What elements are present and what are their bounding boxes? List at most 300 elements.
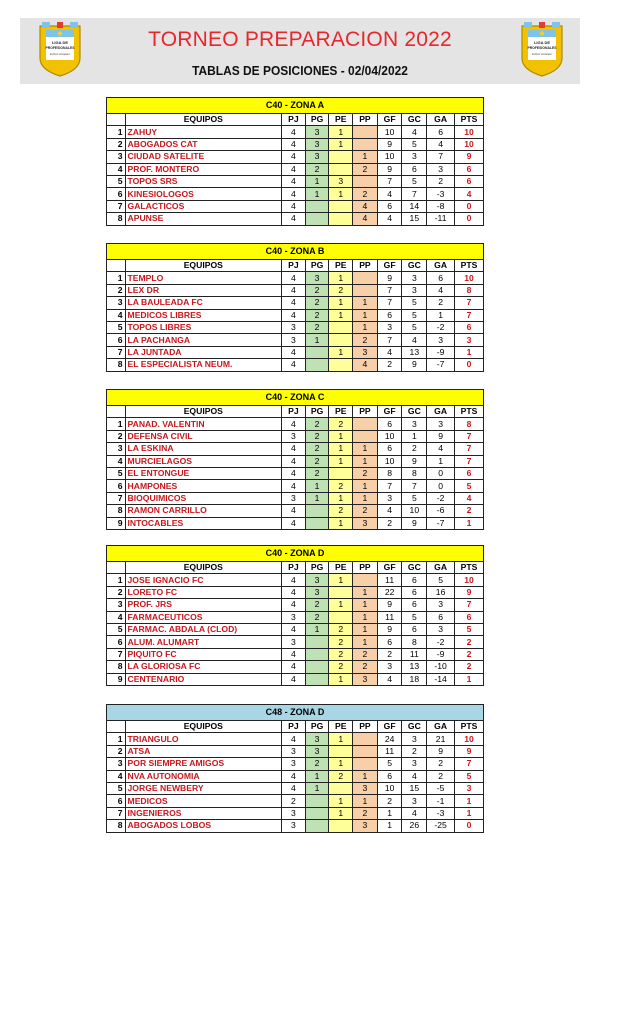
column-header-pp: PP	[353, 406, 378, 418]
points-cell: 8	[454, 418, 483, 430]
pe-cell: 1	[329, 138, 353, 150]
pg-cell: 2	[305, 309, 329, 321]
pe-cell: 1	[329, 126, 353, 138]
column-header-gc: GC	[402, 114, 427, 126]
pp-cell: 1	[353, 795, 378, 807]
pg-cell: 3	[305, 745, 329, 757]
stat-cell: 9	[377, 623, 402, 635]
column-header-row	[107, 562, 484, 574]
pg-cell	[305, 346, 329, 358]
stat-cell: 2	[427, 770, 455, 782]
stat-cell: 2	[282, 795, 306, 807]
table-row	[107, 213, 484, 225]
position-cell: 4	[107, 770, 126, 782]
pg-cell: 1	[305, 782, 329, 794]
pp-cell	[353, 138, 378, 150]
column-header-pg: PG	[305, 114, 329, 126]
stat-cell: 1	[427, 309, 455, 321]
stat-cell: 5	[377, 758, 402, 770]
points-cell: 2	[454, 636, 483, 648]
stat-cell: 9	[377, 599, 402, 611]
pe-cell	[329, 163, 353, 175]
column-header-gf: GF	[377, 721, 402, 733]
team-name: MEDICOS LIBRES	[125, 309, 282, 321]
team-name: PIQUITO FC	[125, 648, 282, 660]
stat-cell: 4	[282, 467, 306, 479]
table-row	[107, 733, 484, 745]
pe-cell: 1	[329, 758, 353, 770]
page-title: TORNEO PREPARACION 2022	[148, 28, 452, 51]
pp-cell	[353, 126, 378, 138]
stat-cell: 4	[402, 770, 427, 782]
pg-cell	[305, 517, 329, 529]
pe-cell: 1	[329, 455, 353, 467]
points-cell: 1	[454, 517, 483, 529]
pg-cell: 2	[305, 284, 329, 296]
stat-cell: -9	[427, 648, 455, 660]
position-cell: 4	[107, 455, 126, 467]
stat-cell: -3	[427, 807, 455, 819]
team-name: TOPOS LIBRES	[125, 321, 282, 333]
points-cell: 0	[454, 820, 483, 832]
pp-cell: 2	[353, 661, 378, 673]
stat-cell: 5	[402, 611, 427, 623]
column-header-gf: GF	[377, 114, 402, 126]
stat-cell: 5	[402, 175, 427, 187]
pp-cell: 1	[353, 151, 378, 163]
stat-cell: 4	[282, 272, 306, 284]
standings-table	[106, 389, 484, 530]
column-header-pts: PTS	[454, 562, 483, 574]
points-cell: 1	[454, 346, 483, 358]
pe-cell: 1	[329, 492, 353, 504]
table-row	[107, 745, 484, 757]
zone-title: C40 - ZONA C	[107, 390, 484, 406]
stat-cell: 4	[282, 648, 306, 660]
column-header-pp: PP	[353, 721, 378, 733]
team-name: CENTENARIO	[125, 673, 282, 685]
pp-cell: 1	[353, 770, 378, 782]
pe-cell: 2	[329, 418, 353, 430]
pg-cell	[305, 505, 329, 517]
points-cell: 2	[454, 648, 483, 660]
stat-cell: 4	[377, 213, 402, 225]
pe-cell: 1	[329, 430, 353, 442]
team-name: APUNSE	[125, 213, 282, 225]
pg-cell: 3	[305, 151, 329, 163]
stat-cell: 3	[377, 321, 402, 333]
column-header-row	[107, 721, 484, 733]
points-cell: 1	[454, 807, 483, 819]
stat-cell: 7	[402, 480, 427, 492]
team-name: TEMPLO	[125, 272, 282, 284]
team-name: RAMON CARRILLO	[125, 505, 282, 517]
points-cell: 7	[454, 443, 483, 455]
column-header-pp: PP	[353, 260, 378, 272]
pp-cell	[353, 418, 378, 430]
team-name: LA GLORIOSA FC	[125, 661, 282, 673]
points-cell: 7	[454, 309, 483, 321]
table-row	[107, 151, 484, 163]
stat-cell: 3	[402, 284, 427, 296]
team-name: LA PACHANGA	[125, 334, 282, 346]
pp-cell: 4	[353, 359, 378, 371]
stat-cell: 10	[377, 782, 402, 794]
position-cell: 7	[107, 200, 126, 212]
pg-cell: 2	[305, 758, 329, 770]
table-row	[107, 467, 484, 479]
column-header-pj: PJ	[282, 562, 306, 574]
team-name: MEDICOS	[125, 795, 282, 807]
column-header-pts: PTS	[454, 721, 483, 733]
standings-table	[106, 704, 484, 833]
position-cell: 8	[107, 661, 126, 673]
stat-cell: 8	[377, 467, 402, 479]
stat-cell: 4	[282, 297, 306, 309]
position-cell: 8	[107, 505, 126, 517]
pg-cell	[305, 359, 329, 371]
table-row	[107, 443, 484, 455]
stat-cell: 4	[282, 126, 306, 138]
team-name: ABOGADOS LOBOS	[125, 820, 282, 832]
stat-cell: 7	[377, 284, 402, 296]
team-name: LEX DR	[125, 284, 282, 296]
column-header-pj: PJ	[282, 406, 306, 418]
pp-cell: 1	[353, 309, 378, 321]
column-header-pe: PE	[329, 562, 353, 574]
stat-cell: 5	[402, 309, 427, 321]
pg-cell: 1	[305, 492, 329, 504]
stat-cell: 3	[377, 661, 402, 673]
pe-cell: 1	[329, 309, 353, 321]
pp-cell: 2	[353, 163, 378, 175]
table-row	[107, 480, 484, 492]
stat-cell: 6	[402, 574, 427, 586]
position-cell: 7	[107, 648, 126, 660]
stat-cell: 14	[402, 200, 427, 212]
stat-cell: -10	[427, 661, 455, 673]
pg-cell: 2	[305, 430, 329, 442]
pe-cell: 1	[329, 297, 353, 309]
team-name: PROF. JRS	[125, 599, 282, 611]
stat-cell: 3	[282, 334, 306, 346]
points-cell: 10	[454, 733, 483, 745]
points-cell: 6	[454, 321, 483, 333]
team-name: GALACTICOS	[125, 200, 282, 212]
pg-cell: 1	[305, 334, 329, 346]
table-row	[107, 770, 484, 782]
stat-cell: 2	[377, 648, 402, 660]
team-name: ATSA	[125, 745, 282, 757]
pos-header	[107, 260, 126, 272]
stat-cell: 24	[377, 733, 402, 745]
position-cell: 6	[107, 188, 126, 200]
pe-cell: 1	[329, 574, 353, 586]
pe-cell: 2	[329, 284, 353, 296]
pe-cell	[329, 151, 353, 163]
team-name: LA BAULEADA FC	[125, 297, 282, 309]
stat-cell: -6	[427, 505, 455, 517]
stat-cell: 4	[282, 175, 306, 187]
stat-cell: 3	[282, 745, 306, 757]
team-name: TOPOS SRS	[125, 175, 282, 187]
pp-cell	[353, 574, 378, 586]
position-cell: 7	[107, 492, 126, 504]
stat-cell: 3	[282, 492, 306, 504]
pg-cell: 3	[305, 138, 329, 150]
pe-cell: 1	[329, 733, 353, 745]
column-header-pe: PE	[329, 406, 353, 418]
column-header-ga: GA	[427, 260, 455, 272]
stat-cell: 21	[427, 733, 455, 745]
pp-cell: 1	[353, 480, 378, 492]
table-row	[107, 175, 484, 187]
pg-cell	[305, 820, 329, 832]
zone-title: C40 - ZONA A	[107, 98, 484, 114]
table-row	[107, 297, 484, 309]
points-cell: 6	[454, 467, 483, 479]
stat-cell: 5	[427, 574, 455, 586]
table-row	[107, 505, 484, 517]
points-cell: 3	[454, 782, 483, 794]
table-row	[107, 334, 484, 346]
stat-cell: 0	[427, 467, 455, 479]
stat-cell: 3	[427, 623, 455, 635]
pe-cell: 2	[329, 636, 353, 648]
points-cell: 0	[454, 200, 483, 212]
pp-cell: 4	[353, 200, 378, 212]
stat-cell: 6	[377, 309, 402, 321]
logo-line-3: Futbol Amateur	[531, 52, 553, 56]
stat-cell: 3	[282, 807, 306, 819]
pp-cell: 3	[353, 673, 378, 685]
column-header-pj: PJ	[282, 721, 306, 733]
pg-cell: 1	[305, 623, 329, 635]
stat-cell: 4	[282, 346, 306, 358]
column-header-row	[107, 114, 484, 126]
pp-cell: 3	[353, 517, 378, 529]
stat-cell: 6	[377, 418, 402, 430]
team-name: FARMAC. ABDALA (CLOD)	[125, 623, 282, 635]
stat-cell: 3	[282, 430, 306, 442]
points-cell: 0	[454, 213, 483, 225]
points-cell: 1	[454, 673, 483, 685]
column-header-pe: PE	[329, 114, 353, 126]
position-cell: 3	[107, 151, 126, 163]
stat-cell: 9	[427, 745, 455, 757]
column-header-pe: PE	[329, 721, 353, 733]
position-cell: 5	[107, 623, 126, 635]
position-cell: 6	[107, 636, 126, 648]
table-row	[107, 309, 484, 321]
stat-cell: 9	[402, 359, 427, 371]
zone-title: C40 - ZONA B	[107, 244, 484, 260]
points-cell: 2	[454, 661, 483, 673]
team-name: EL ENTONGUE	[125, 467, 282, 479]
points-cell: 5	[454, 623, 483, 635]
position-cell: 5	[107, 467, 126, 479]
pp-cell: 2	[353, 807, 378, 819]
table-row	[107, 284, 484, 296]
pos-header	[107, 114, 126, 126]
stat-cell: 3	[282, 758, 306, 770]
stat-cell: 4	[377, 505, 402, 517]
pe-cell: 1	[329, 272, 353, 284]
stat-cell: -2	[427, 636, 455, 648]
stat-cell: 10	[377, 430, 402, 442]
stat-cell: 0	[427, 480, 455, 492]
table-row	[107, 517, 484, 529]
stat-cell: 15	[402, 213, 427, 225]
column-header-pj: PJ	[282, 114, 306, 126]
logo-line-2: PROFESIONALES	[45, 46, 75, 50]
stat-cell: 4	[282, 455, 306, 467]
position-cell: 5	[107, 175, 126, 187]
pe-cell	[329, 611, 353, 623]
stat-cell: 7	[377, 480, 402, 492]
stat-cell: 3	[427, 163, 455, 175]
stat-cell: 15	[402, 782, 427, 794]
team-name: TRIANGULO	[125, 733, 282, 745]
stat-cell: 8	[402, 467, 427, 479]
pe-cell	[329, 321, 353, 333]
pg-cell: 2	[305, 163, 329, 175]
table-row	[107, 126, 484, 138]
pos-header	[107, 562, 126, 574]
stat-cell: 8	[402, 636, 427, 648]
column-header-gf: GF	[377, 562, 402, 574]
stat-cell: 3	[402, 272, 427, 284]
position-cell: 8	[107, 820, 126, 832]
stat-cell: 6	[402, 599, 427, 611]
stat-cell: 6	[377, 200, 402, 212]
pe-cell: 1	[329, 517, 353, 529]
column-header-gf: GF	[377, 406, 402, 418]
pg-cell: 3	[305, 126, 329, 138]
page-subtitle: TABLAS DE POSICIONES - 02/04/2022	[192, 63, 408, 78]
team-name: FARMACEUTICOS	[125, 611, 282, 623]
stat-cell: -11	[427, 213, 455, 225]
column-header-equipos: EQUIPOS	[125, 721, 282, 733]
stat-cell: 2	[377, 359, 402, 371]
stat-cell: 9	[402, 517, 427, 529]
pg-cell: 3	[305, 586, 329, 598]
pg-cell	[305, 648, 329, 660]
stat-cell: 3	[282, 321, 306, 333]
column-header-pts: PTS	[454, 114, 483, 126]
position-cell: 2	[107, 586, 126, 598]
pe-cell: 1	[329, 346, 353, 358]
stat-cell: 3	[377, 492, 402, 504]
pp-cell	[353, 733, 378, 745]
stat-cell: 4	[427, 443, 455, 455]
pg-cell	[305, 673, 329, 685]
pg-cell: 2	[305, 599, 329, 611]
stat-cell: 13	[402, 346, 427, 358]
table-row	[107, 661, 484, 673]
stat-cell: 6	[402, 586, 427, 598]
pos-header	[107, 721, 126, 733]
team-name: LA JUNTADA	[125, 346, 282, 358]
stat-cell: 3	[427, 599, 455, 611]
stat-cell: 2	[427, 297, 455, 309]
pp-cell: 1	[353, 443, 378, 455]
team-name: HAMPONES	[125, 480, 282, 492]
table-row	[107, 418, 484, 430]
points-cell: 6	[454, 611, 483, 623]
pp-cell: 1	[353, 492, 378, 504]
column-header-pg: PG	[305, 260, 329, 272]
team-name: JOSE IGNACIO FC	[125, 574, 282, 586]
stat-cell: 6	[427, 272, 455, 284]
pg-cell: 2	[305, 297, 329, 309]
stat-cell: 2	[427, 758, 455, 770]
pos-header	[107, 406, 126, 418]
team-name: LA ESKINA	[125, 443, 282, 455]
stat-cell: -5	[427, 782, 455, 794]
stat-cell: 4	[282, 673, 306, 685]
points-cell: 7	[454, 599, 483, 611]
team-name: NVA AUTONOMIA	[125, 770, 282, 782]
column-header-pe: PE	[329, 260, 353, 272]
position-cell: 4	[107, 309, 126, 321]
stat-cell: 7	[377, 175, 402, 187]
stat-cell: 16	[427, 586, 455, 598]
pe-cell: 1	[329, 673, 353, 685]
pe-cell	[329, 820, 353, 832]
pp-cell: 1	[353, 611, 378, 623]
position-cell: 9	[107, 673, 126, 685]
stat-cell: 3	[427, 418, 455, 430]
pp-cell: 3	[353, 820, 378, 832]
column-header-row	[107, 260, 484, 272]
pg-cell	[305, 213, 329, 225]
pe-cell	[329, 334, 353, 346]
pe-cell	[329, 467, 353, 479]
column-header-pg: PG	[305, 406, 329, 418]
stat-cell: -1	[427, 795, 455, 807]
team-name: ALUM. ALUMART	[125, 636, 282, 648]
points-cell: 5	[454, 770, 483, 782]
table-row	[107, 455, 484, 467]
stat-cell: -2	[427, 492, 455, 504]
pp-cell: 2	[353, 467, 378, 479]
stat-cell: 4	[282, 213, 306, 225]
column-header-ga: GA	[427, 406, 455, 418]
points-cell: 1	[454, 795, 483, 807]
stat-cell: 4	[282, 574, 306, 586]
table-row	[107, 586, 484, 598]
table-row	[107, 188, 484, 200]
standings-table	[106, 545, 484, 686]
table-row	[107, 492, 484, 504]
team-name: EL ESPECIALISTA NEUM.	[125, 359, 282, 371]
standings-table	[106, 243, 484, 372]
pe-cell: 2	[329, 770, 353, 782]
stat-cell: 9	[377, 163, 402, 175]
table-row	[107, 820, 484, 832]
pp-cell: 1	[353, 297, 378, 309]
stat-cell: 6	[377, 636, 402, 648]
pp-cell	[353, 430, 378, 442]
table-row	[107, 758, 484, 770]
points-cell: 7	[454, 430, 483, 442]
stat-cell: 4	[402, 807, 427, 819]
team-name: POR SIEMPRE AMIGOS	[125, 758, 282, 770]
pp-cell: 1	[353, 636, 378, 648]
stat-cell: 11	[402, 648, 427, 660]
pe-cell: 1	[329, 795, 353, 807]
